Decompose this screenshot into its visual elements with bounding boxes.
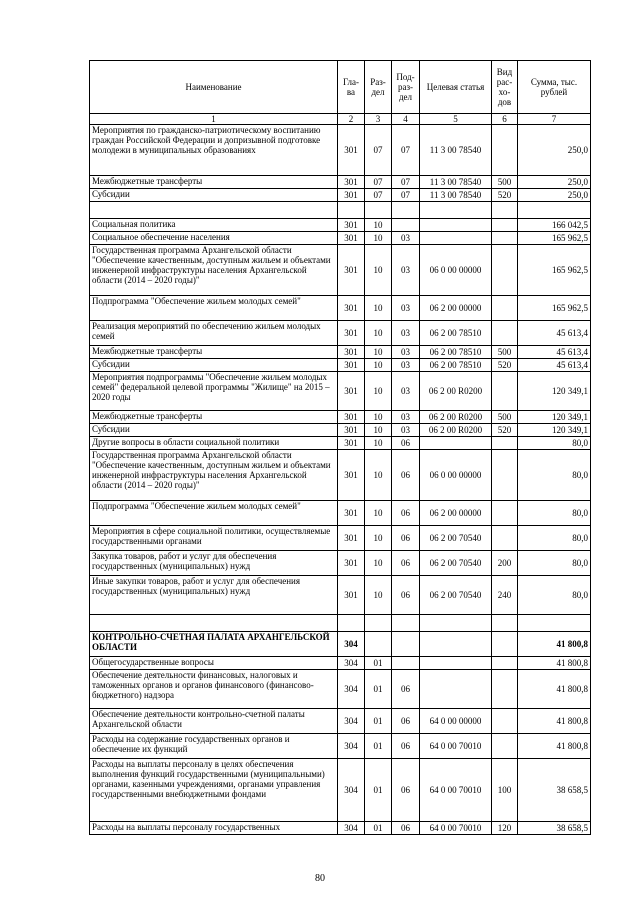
row-name: КОНТРОЛЬНО-СЧЕТНАЯ ПАЛАТА АРХАНГЕЛЬСКОЙ ОБЛАСТИ [90, 632, 338, 657]
column-number-row [90, 114, 591, 125]
row-summa: 45 613,4 [518, 359, 591, 372]
header-glava: Гла-ва [338, 61, 365, 114]
row-glava: 301 [338, 321, 365, 346]
row-podrazdel [392, 202, 420, 219]
row-vid [492, 632, 518, 657]
row-name: Мероприятия в сфере социальной политики, осуществляемые государственными органами [90, 526, 338, 551]
row-razdel: 10 [365, 450, 392, 501]
row-glava: 301 [338, 346, 365, 359]
row-name: Расходы на выплаты персоналу в целях обеспечения выполнения функций государственными (муниципальными) органами, казенными учреждениями, органами управления государственными внебюджетными фондами [90, 759, 338, 822]
table-row [90, 125, 591, 176]
row-name: Закупка товаров, работ и услуг для обеспечения государственных (муниципальных) нужд [90, 551, 338, 576]
row-vid: 240 [492, 576, 518, 615]
row-glava: 301 [338, 450, 365, 501]
row-razdel: 07 [365, 125, 392, 176]
row-glava: 304 [338, 759, 365, 822]
row-podrazdel: 03 [392, 232, 420, 245]
row-summa: 41 800,8 [518, 734, 591, 759]
table-row [90, 411, 591, 424]
row-razdel: 07 [365, 176, 392, 189]
row-razdel: 10 [365, 424, 392, 437]
row-razdel: 01 [365, 759, 392, 822]
row-razdel: 07 [365, 189, 392, 202]
header-summa: Сумма, тыс. рублей [518, 61, 591, 114]
row-celevaya [420, 670, 492, 709]
row-glava: 301 [338, 189, 365, 202]
row-podrazdel: 03 [392, 372, 420, 411]
column-number: 3 [365, 114, 392, 125]
row-celevaya: 06 0 00 00000 [420, 450, 492, 501]
row-summa: 38 658,5 [518, 822, 591, 835]
spacer-row [90, 202, 591, 219]
row-name: Общегосударственные вопросы [90, 657, 338, 670]
row-glava: 301 [338, 576, 365, 615]
row-razdel: 10 [365, 232, 392, 245]
row-vid [492, 437, 518, 450]
row-glava: 304 [338, 734, 365, 759]
table-row [90, 219, 591, 232]
row-razdel: 10 [365, 372, 392, 411]
row-summa: 80,0 [518, 576, 591, 615]
row-vid [492, 372, 518, 411]
row-name: Межбюджетные трансферты [90, 411, 338, 424]
row-celevaya [420, 632, 492, 657]
row-glava: 301 [338, 245, 365, 296]
row-celevaya [420, 657, 492, 670]
row-celevaya: 06 2 00 00000 [420, 501, 492, 526]
row-vid [492, 657, 518, 670]
row-razdel [365, 615, 392, 632]
table-row [90, 176, 591, 189]
row-podrazdel: 03 [392, 346, 420, 359]
column-number: 2 [338, 114, 365, 125]
row-celevaya: 06 2 00 R0200 [420, 411, 492, 424]
row-name: Расходы на содержание государственных органов и обеспечение их функций [90, 734, 338, 759]
row-razdel: 10 [365, 437, 392, 450]
table-row [90, 296, 591, 321]
row-summa: 80,0 [518, 551, 591, 576]
row-glava: 304 [338, 632, 365, 657]
row-razdel: 10 [365, 501, 392, 526]
table-row [90, 709, 591, 734]
row-vid [492, 709, 518, 734]
header-podrazdel: Под-раз-дел [392, 61, 420, 114]
row-podrazdel: 06 [392, 709, 420, 734]
table-row [90, 759, 591, 822]
row-vid [492, 615, 518, 632]
column-number: 1 [90, 114, 338, 125]
row-razdel: 10 [365, 551, 392, 576]
row-celevaya: 06 2 00 78510 [420, 346, 492, 359]
row-glava: 301 [338, 372, 365, 411]
table-row [90, 670, 591, 709]
row-razdel: 01 [365, 822, 392, 835]
row-vid [492, 321, 518, 346]
header-razdel: Раз-дел [365, 61, 392, 114]
row-glava: 304 [338, 709, 365, 734]
row-podrazdel: 06 [392, 670, 420, 709]
row-glava: 301 [338, 359, 365, 372]
row-vid [492, 125, 518, 176]
row-summa: 80,0 [518, 450, 591, 501]
row-summa: 41 800,8 [518, 657, 591, 670]
row-name [90, 202, 338, 219]
row-razdel: 10 [365, 219, 392, 232]
row-summa: 120 349,1 [518, 372, 591, 411]
row-celevaya [420, 219, 492, 232]
row-podrazdel: 03 [392, 245, 420, 296]
table-row [90, 321, 591, 346]
row-name: Обеспечение деятельности финансовых, налоговых и таможенных органов и органов финансового (финансово-бюджетного) надзора [90, 670, 338, 709]
row-glava: 304 [338, 822, 365, 835]
table-row [90, 632, 591, 657]
table-row [90, 232, 591, 245]
row-name: Другие вопросы в области социальной политики [90, 437, 338, 450]
row-podrazdel: 06 [392, 759, 420, 822]
row-vid: 500 [492, 346, 518, 359]
row-podrazdel: 03 [392, 411, 420, 424]
row-razdel: 10 [365, 296, 392, 321]
row-razdel: 10 [365, 411, 392, 424]
row-razdel: 10 [365, 359, 392, 372]
row-glava: 301 [338, 437, 365, 450]
header-vid: Вид рас-хо-дов [492, 61, 518, 114]
table-row [90, 450, 591, 501]
row-summa: 165 962,5 [518, 296, 591, 321]
row-summa: 165 962,5 [518, 245, 591, 296]
row-vid [492, 202, 518, 219]
row-podrazdel: 06 [392, 551, 420, 576]
row-summa: 120 349,1 [518, 424, 591, 437]
row-glava: 301 [338, 501, 365, 526]
row-podrazdel: 07 [392, 189, 420, 202]
row-celevaya: 64 0 00 00000 [420, 709, 492, 734]
table-row [90, 359, 591, 372]
row-summa: 250,0 [518, 189, 591, 202]
table-row [90, 576, 591, 615]
row-celevaya: 06 2 00 R0200 [420, 424, 492, 437]
row-glava: 301 [338, 526, 365, 551]
row-podrazdel: 03 [392, 321, 420, 346]
row-vid: 100 [492, 759, 518, 822]
column-number: 5 [420, 114, 492, 125]
row-vid: 500 [492, 176, 518, 189]
row-celevaya [420, 232, 492, 245]
row-celevaya [420, 437, 492, 450]
row-name: Подпрограмма "Обеспечение жильем молодых семей" [90, 501, 338, 526]
row-razdel [365, 632, 392, 657]
row-podrazdel: 06 [392, 576, 420, 615]
row-celevaya: 11 3 00 78540 [420, 125, 492, 176]
row-summa [518, 202, 591, 219]
table-row [90, 501, 591, 526]
row-summa: 250,0 [518, 125, 591, 176]
row-name: Субсидии [90, 189, 338, 202]
row-glava: 304 [338, 670, 365, 709]
row-summa: 80,0 [518, 437, 591, 450]
row-vid [492, 245, 518, 296]
table-row [90, 734, 591, 759]
row-podrazdel: 06 [392, 450, 420, 501]
row-name: Субсидии [90, 424, 338, 437]
row-glava: 301 [338, 296, 365, 321]
row-vid [492, 734, 518, 759]
row-glava: 301 [338, 424, 365, 437]
row-podrazdel: 06 [392, 734, 420, 759]
row-name: Мероприятия по гражданско-патриотическому воспитанию граждан Российской Федерации и допризывной подготовке молодежи в муниципальных образованиях [90, 125, 338, 176]
column-number: 4 [392, 114, 420, 125]
row-name: Межбюджетные трансферты [90, 176, 338, 189]
row-summa: 38 658,5 [518, 759, 591, 822]
row-name: Расходы на выплаты персоналу государственных [90, 822, 338, 835]
row-podrazdel: 07 [392, 125, 420, 176]
row-vid [492, 219, 518, 232]
row-vid: 520 [492, 359, 518, 372]
row-celevaya: 64 0 00 70010 [420, 759, 492, 822]
row-razdel: 10 [365, 576, 392, 615]
row-name: Обеспечение деятельности контрольно-счетной палаты Архангельской области [90, 709, 338, 734]
row-vid: 500 [492, 411, 518, 424]
column-number: 6 [492, 114, 518, 125]
row-podrazdel [392, 615, 420, 632]
table-row [90, 822, 591, 835]
row-podrazdel [392, 657, 420, 670]
row-name: Государственная программа Архангельской области "Обеспечение качественным, доступным жильем и объектами инженерной инфраструктуры населения Архангельской области (2014 – 2020 годы)" [90, 245, 338, 296]
row-razdel: 01 [365, 709, 392, 734]
column-number: 7 [518, 114, 591, 125]
row-razdel: 10 [365, 321, 392, 346]
row-name: Подпрограмма "Обеспечение жильем молодых семей" [90, 296, 338, 321]
table-row [90, 526, 591, 551]
row-podrazdel: 06 [392, 437, 420, 450]
table-row [90, 424, 591, 437]
row-summa: 41 800,8 [518, 709, 591, 734]
row-summa: 166 042,5 [518, 219, 591, 232]
table-header-row [90, 61, 591, 114]
table-row [90, 189, 591, 202]
row-glava [338, 202, 365, 219]
table-row [90, 437, 591, 450]
table-row [90, 372, 591, 411]
row-razdel: 10 [365, 346, 392, 359]
row-celevaya: 06 2 00 00000 [420, 296, 492, 321]
budget-table [89, 60, 591, 835]
row-glava: 301 [338, 232, 365, 245]
row-celevaya: 06 2 00 R0200 [420, 372, 492, 411]
row-vid: 200 [492, 551, 518, 576]
row-vid [492, 450, 518, 501]
row-glava: 301 [338, 125, 365, 176]
row-glava: 301 [338, 411, 365, 424]
row-vid [492, 501, 518, 526]
row-celevaya: 06 2 00 70540 [420, 551, 492, 576]
spacer-row [90, 615, 591, 632]
row-vid: 520 [492, 424, 518, 437]
row-celevaya: 06 2 00 70540 [420, 576, 492, 615]
row-name: Мероприятия подпрограммы "Обеспечение жильем молодых семей" федеральной целевой программы "Жилище" на 2015 – 2020 годы [90, 372, 338, 411]
table-body [90, 125, 591, 835]
row-name: Реализация мероприятий по обеспечению жильем молодых семей [90, 321, 338, 346]
row-summa: 41 800,8 [518, 670, 591, 709]
row-vid [492, 296, 518, 321]
row-summa: 41 800,8 [518, 632, 591, 657]
row-glava: 301 [338, 219, 365, 232]
row-podrazdel [392, 219, 420, 232]
row-name: Иные закупки товаров, работ и услуг для обеспечения государственных (муниципальных) нужд [90, 576, 338, 615]
row-razdel [365, 202, 392, 219]
row-celevaya: 64 0 00 70010 [420, 734, 492, 759]
row-name: Социальная политика [90, 219, 338, 232]
row-podrazdel: 06 [392, 501, 420, 526]
row-podrazdel: 03 [392, 359, 420, 372]
table-row [90, 245, 591, 296]
table-row [90, 346, 591, 359]
row-podrazdel: 03 [392, 424, 420, 437]
row-celevaya [420, 615, 492, 632]
row-podrazdel: 03 [392, 296, 420, 321]
header-celevaya: Целевая статья [420, 61, 492, 114]
row-celevaya: 11 3 00 78540 [420, 176, 492, 189]
row-name: Субсидии [90, 359, 338, 372]
row-celevaya: 06 2 00 78510 [420, 321, 492, 346]
row-podrazdel: 07 [392, 176, 420, 189]
row-vid: 520 [492, 189, 518, 202]
row-name: Межбюджетные трансферты [90, 346, 338, 359]
row-glava [338, 615, 365, 632]
row-razdel: 01 [365, 670, 392, 709]
table-row [90, 551, 591, 576]
row-razdel: 10 [365, 245, 392, 296]
row-celevaya: 06 0 00 00000 [420, 245, 492, 296]
row-celevaya [420, 202, 492, 219]
row-name: Государственная программа Архангельской области "Обеспечение качественным, доступным жильем и объектами инженерной инфраструктуры населения Архангельской области (2014 – 2020 годы)" [90, 450, 338, 501]
row-summa: 45 613,4 [518, 346, 591, 359]
row-summa: 250,0 [518, 176, 591, 189]
row-celevaya: 11 3 00 78540 [420, 189, 492, 202]
row-glava: 301 [338, 551, 365, 576]
row-vid [492, 526, 518, 551]
row-vid: 120 [492, 822, 518, 835]
header-name: Наименование [90, 61, 338, 114]
row-glava: 301 [338, 176, 365, 189]
page-number: 80 [315, 873, 325, 884]
row-summa: 45 613,4 [518, 321, 591, 346]
row-summa: 165 962,5 [518, 232, 591, 245]
row-celevaya: 06 2 00 78510 [420, 359, 492, 372]
row-glava: 304 [338, 657, 365, 670]
row-name: Социальное обеспечение населения [90, 232, 338, 245]
row-name [90, 615, 338, 632]
row-summa: 80,0 [518, 526, 591, 551]
row-summa [518, 615, 591, 632]
row-podrazdel [392, 632, 420, 657]
row-razdel: 10 [365, 526, 392, 551]
row-summa: 120 349,1 [518, 411, 591, 424]
row-razdel: 01 [365, 657, 392, 670]
row-podrazdel: 06 [392, 526, 420, 551]
row-podrazdel: 06 [392, 822, 420, 835]
row-celevaya: 64 0 00 70010 [420, 822, 492, 835]
row-razdel: 01 [365, 734, 392, 759]
table-row [90, 657, 591, 670]
row-vid [492, 670, 518, 709]
row-summa: 80,0 [518, 501, 591, 526]
row-vid [492, 232, 518, 245]
row-celevaya: 06 2 00 70540 [420, 526, 492, 551]
